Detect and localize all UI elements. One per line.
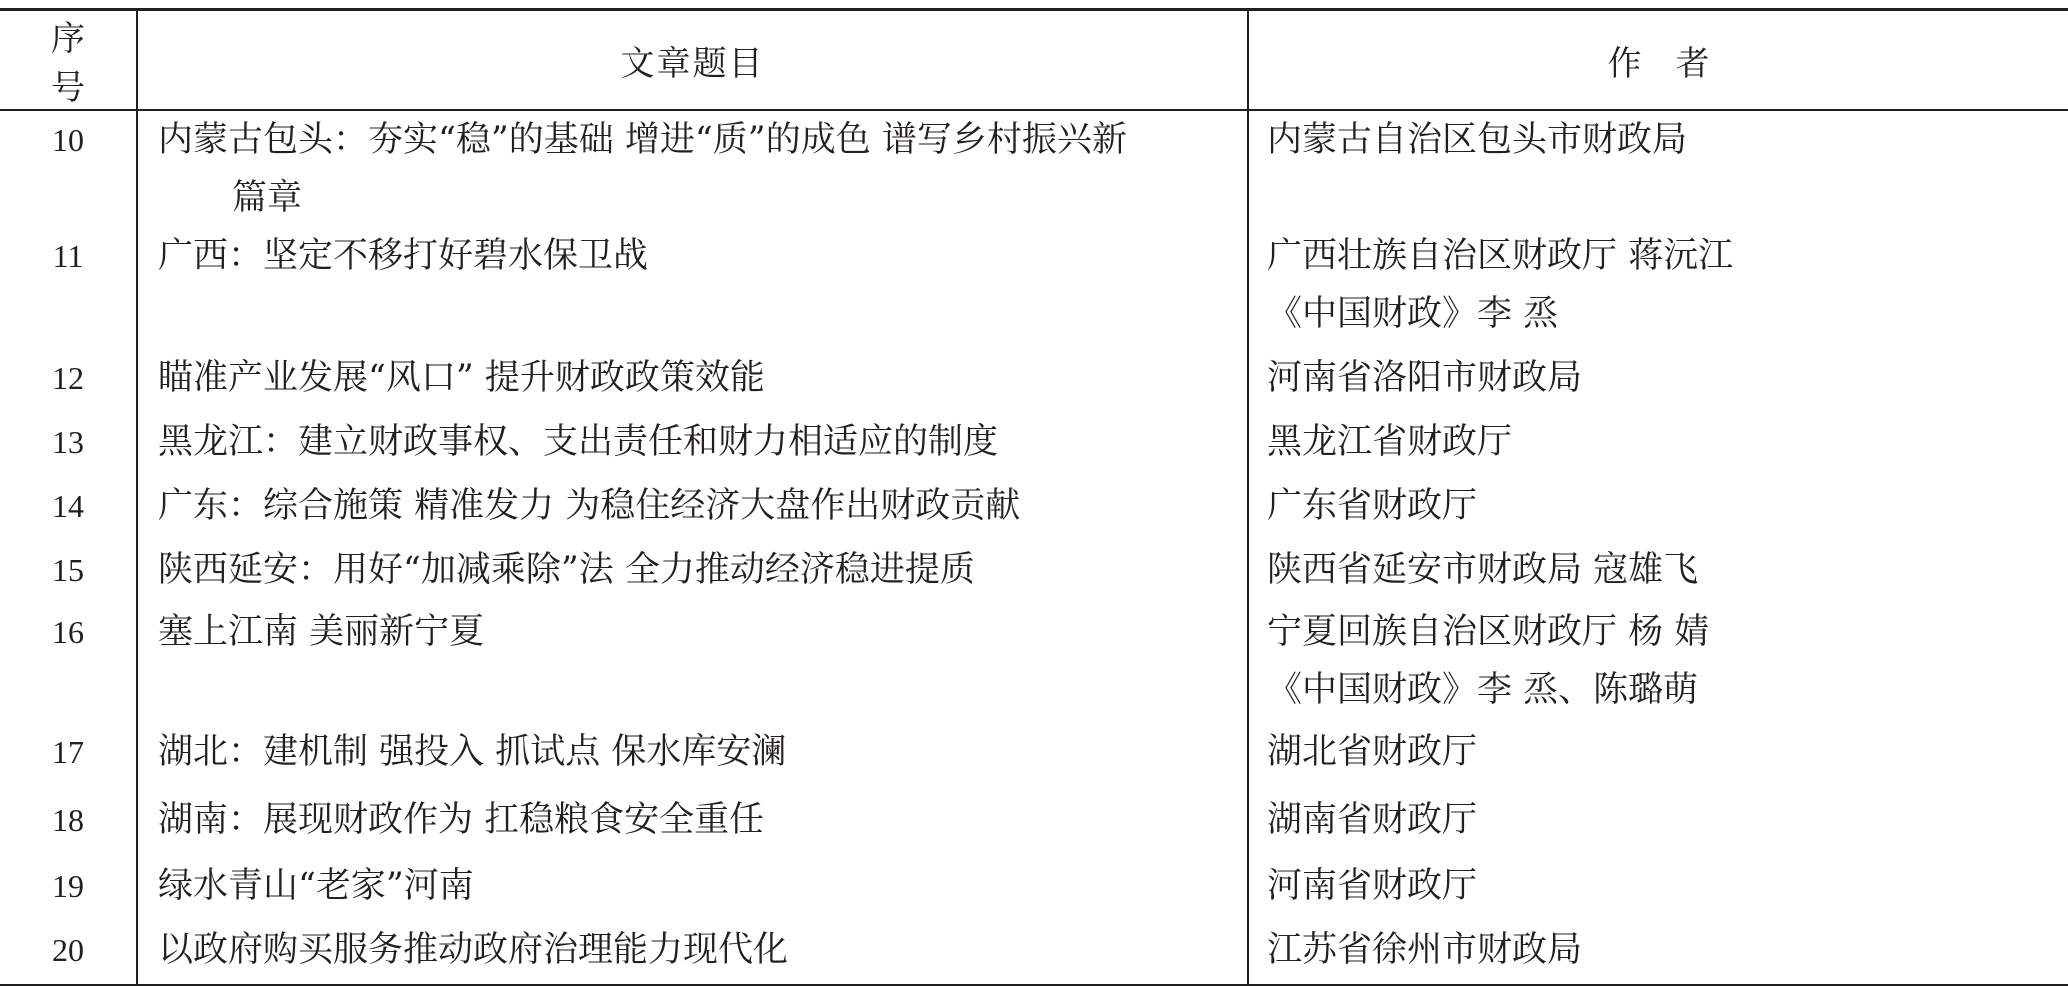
row-title: [137, 413, 1248, 477]
row-num: 13: [52, 424, 84, 460]
article-table: [0, 8, 2068, 986]
row-num: 14: [52, 488, 84, 524]
author-text: 内蒙古自治区包头市财政局: [1267, 120, 1688, 160]
row-title: [137, 349, 1248, 413]
row-num: 16: [52, 614, 84, 650]
title-text: 绿水青山“老家”河南: [158, 866, 474, 906]
author-text: 湖南省财政厅: [1267, 800, 1478, 840]
author-text-cont: 《中国财政》李 烝: [1267, 294, 1559, 334]
author-text: 河南省财政厅: [1267, 866, 1478, 906]
table-row: [0, 857, 2068, 921]
table-row: [0, 723, 2068, 791]
row-title: [137, 110, 1248, 227]
table-row: [0, 921, 2068, 985]
author-text: 河南省洛阳市财政局: [1267, 358, 1583, 398]
row-title: [137, 723, 1248, 791]
row-num: 11: [52, 238, 84, 274]
title-text-cont: 篇章: [232, 178, 303, 218]
table-body: [0, 110, 2068, 985]
row-num: 10: [52, 122, 84, 158]
title-text: 广东：综合施策 精准发力 为稳住经济大盘作出财政贡献: [158, 486, 1021, 526]
author-text: 广西壮族自治区财政厅 蒋沅江: [1267, 236, 1734, 276]
row-title: [137, 603, 1248, 723]
row-num: 17: [52, 734, 84, 770]
row-title: [137, 921, 1248, 985]
row-num: 18: [52, 802, 84, 838]
row-author: [1248, 349, 2068, 413]
author-text: 黑龙江省财政厅: [1267, 422, 1513, 462]
table-row: [0, 791, 2068, 857]
table-row: [0, 603, 2068, 723]
table-row: [0, 477, 2068, 541]
row-author: [1248, 857, 2068, 921]
header-title: 文章题目: [137, 10, 1248, 111]
author-text: 江苏省徐州市财政局: [1267, 930, 1583, 970]
table-row: [0, 227, 2068, 349]
title-text: 广西：坚定不移打好碧水保卫战: [158, 236, 649, 276]
row-title: [137, 791, 1248, 857]
header-num: 序号: [0, 10, 137, 111]
row-author: [1248, 477, 2068, 541]
row-author: [1248, 541, 2068, 603]
row-author: [1248, 227, 2068, 349]
author-text: 湖北省财政厅: [1267, 732, 1478, 772]
author-text-cont: 《中国财政》李 烝、陈璐萌: [1267, 670, 1699, 710]
row-author: [1248, 110, 2068, 227]
table-row: [0, 413, 2068, 477]
row-title: [137, 227, 1248, 349]
title-text: 黑龙江：建立财政事权、支出责任和财力相适应的制度: [158, 422, 999, 462]
title-text: 以政府购买服务推动政府治理能力现代化: [158, 930, 789, 970]
header-author: 作者: [1248, 10, 2068, 111]
row-num: 19: [52, 868, 84, 904]
row-author: [1248, 921, 2068, 985]
row-title: [137, 857, 1248, 921]
title-text: 内蒙古包头：夯实“稳”的基础 增进“质”的成色 谱写乡村振兴新: [158, 120, 1127, 160]
row-author: [1248, 791, 2068, 857]
row-title: [137, 541, 1248, 603]
table-row: [0, 541, 2068, 603]
row-author: [1248, 413, 2068, 477]
row-num: 12: [52, 360, 84, 396]
author-text: 宁夏回族自治区财政厅 杨 婧: [1267, 612, 1710, 652]
row-title: [137, 477, 1248, 541]
table-row: [0, 349, 2068, 413]
author-text: 广东省财政厅: [1267, 486, 1478, 526]
title-text: 塞上江南 美丽新宁夏: [158, 612, 485, 652]
title-text: 瞄准产业发展“风口” 提升财政政策效能: [158, 358, 765, 398]
title-text: 陕西延安：用好“加减乘除”法 全力推动经济稳进提质: [158, 550, 975, 590]
table-row: [0, 110, 2068, 227]
title-text: 湖南：展现财政作为 扛稳粮食安全重任: [158, 800, 765, 840]
row-num: 15: [52, 552, 84, 588]
header-row: [0, 10, 2068, 111]
author-text: 陕西省延安市财政局 寇雄飞: [1267, 550, 1699, 590]
row-author: [1248, 603, 2068, 723]
title-text: 湖北：建机制 强投入 抓试点 保水库安澜: [158, 732, 787, 772]
row-num: 20: [0, 921, 137, 985]
row-author: [1248, 723, 2068, 791]
